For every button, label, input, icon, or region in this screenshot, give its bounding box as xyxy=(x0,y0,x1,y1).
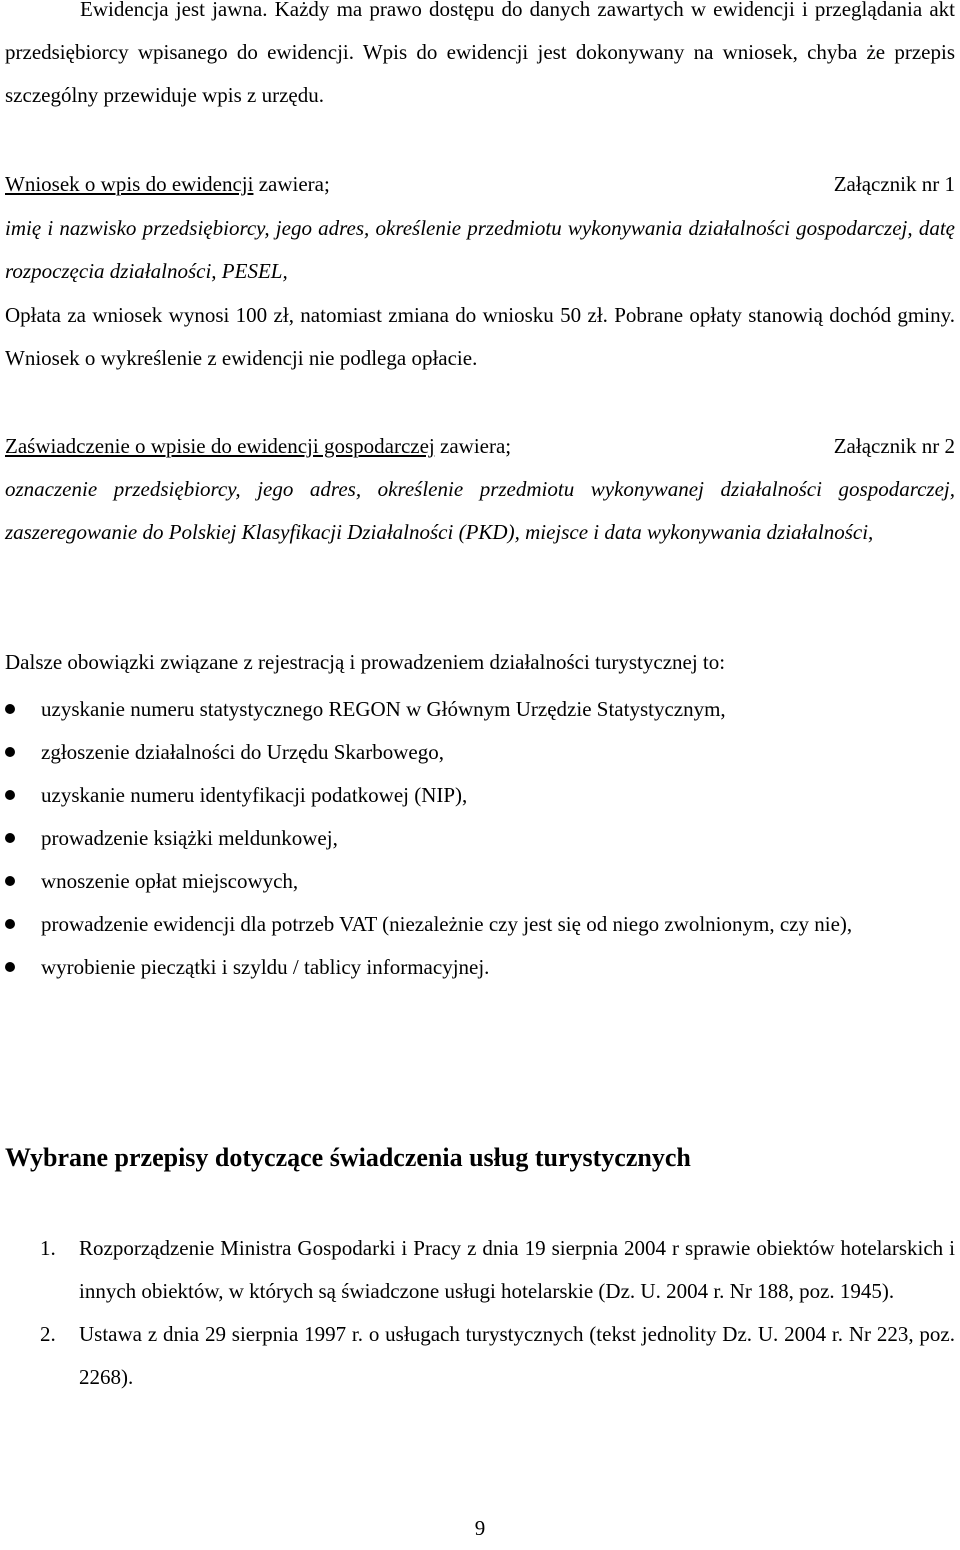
zaswiadczenie-contents-text: oznaczenie przedsiębiorcy, jego adres, określenie przedmiotu wykonywanej działalności gospodarczej, zaszeregowanie do Polskiej Klasyfikacji Działalności (PKD), miejsce i data wykonywania działalności, xyxy=(5,477,955,544)
list-item: zgłoszenie działalności do Urzędu Skarbowego, xyxy=(5,731,955,774)
zaswiadczenie-header-row xyxy=(5,425,955,468)
page-number: 9 xyxy=(474,1516,486,1540)
bullet-icon xyxy=(5,876,15,886)
fee-paragraph xyxy=(5,294,955,380)
bullet-icon xyxy=(5,919,15,929)
section-heading: Wybrane przepisy dotyczące świadczenia usług turystycznych xyxy=(5,1143,691,1172)
list-item-text: Rozporządzenie Ministra Gospodarki i Pracy z dnia 19 sierpnia 2004 r sprawie obiektów hotelarskich i innych obiektów, w których są świadczone usługi hotelarskie (Dz. U. 2004 r. Nr 188, poz. 1945). xyxy=(79,1236,955,1303)
wniosek-header-row xyxy=(5,163,955,206)
bullet-icon xyxy=(5,962,15,972)
zaswiadczenie-attachment: Załącznik nr 2 xyxy=(833,434,955,458)
wniosek-title xyxy=(5,163,330,206)
obowiazki-list xyxy=(5,688,955,989)
list-item: wnoszenie opłat miejscowych, xyxy=(5,860,955,903)
list-item: uzyskanie numeru statystycznego REGON w Głównym Urzędzie Statystycznym, xyxy=(5,688,955,731)
list-item: prowadzenie ewidencji dla potrzeb VAT (niezależnie czy jest się od niego zwolnionym, czy nie), xyxy=(5,903,955,946)
intro-text: Ewidencja jest jawna. Każdy ma prawo dostępu do danych zawartych w ewidencji i przeglądania akt przedsiębiorcy wpisanego do ewidencji. Wpis do ewidencji jest dokonywany na wniosek, chyba że przepis szczególny przewiduje wpis z urzędu. xyxy=(5,0,955,107)
wniosek-contents-text: imię i nazwisko przedsiębiorcy, jego adres, określenie przedmiotu wykonywania działalności gospodarczej, datę rozpoczęcia działalności, PESEL, xyxy=(5,216,955,283)
zaswiadczenie-title-underlined: Zaświadczenie o wpisie do ewidencji gospodarczej xyxy=(5,434,435,458)
list-item xyxy=(40,1313,955,1399)
bullet-icon xyxy=(5,790,15,800)
obowiazki-intro xyxy=(5,641,955,684)
przepisy-list xyxy=(40,1227,955,1399)
wniosek-attachment: Załącznik nr 1 xyxy=(833,172,955,196)
wniosek-title-rest: zawiera; xyxy=(253,172,330,196)
wniosek-contents xyxy=(5,207,955,293)
zaswiadczenie-title-rest: zawiera; xyxy=(434,434,512,458)
bullet-icon xyxy=(5,747,15,757)
wniosek-title-underlined: Wniosek o wpis do ewidencji xyxy=(5,172,254,196)
zaswiadczenie-title xyxy=(5,425,511,468)
obowiazki-intro-text: Dalsze obowiązki związane z rejestracją i prowadzeniem działalności turystycznej to: xyxy=(5,650,726,674)
zaswiadczenie-contents xyxy=(5,468,955,554)
list-item: uzyskanie numeru identyfikacji podatkowej (NIP), xyxy=(5,774,955,817)
list-item xyxy=(40,1227,955,1313)
list-item: prowadzenie książki meldunkowej, xyxy=(5,817,955,860)
bullet-icon xyxy=(5,833,15,843)
bullet-icon xyxy=(5,704,15,714)
list-number: 1. xyxy=(40,1236,56,1260)
list-item-text: Ustawa z dnia 29 sierpnia 1997 r. o usługach turystycznych (tekst jednolity Dz. U. 2004 r. Nr 223, poz. 2268). xyxy=(79,1322,955,1389)
intro-paragraph xyxy=(5,0,955,117)
list-number: 2. xyxy=(40,1322,56,1346)
list-item: wyrobienie pieczątki i szyldu / tablicy informacyjnej. xyxy=(5,946,955,989)
fee-text: Opłata za wniosek wynosi 100 zł, natomiast zmiana do wniosku 50 zł. Pobrane opłaty stanowią dochód gminy. Wniosek o wykreślenie z ewidencji nie podlega opłacie. xyxy=(5,303,955,370)
